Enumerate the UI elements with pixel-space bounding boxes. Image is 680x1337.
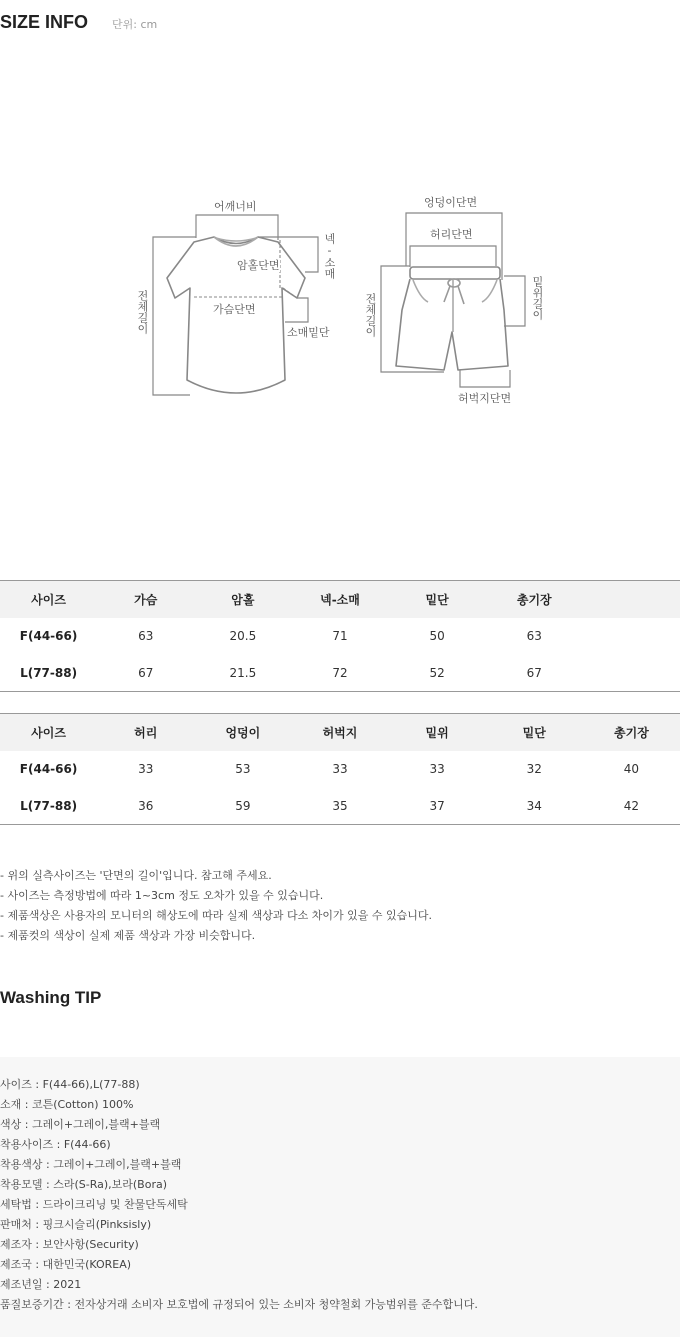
note-line: - 위의 실측사이즈는 '단면의 길이'입니다. 참고해 주세요.	[0, 869, 272, 882]
table-cell: 59	[235, 798, 251, 813]
column-header: 밑단	[425, 592, 449, 607]
product-info-box	[0, 1057, 680, 1337]
table-cell: L(77-88)	[20, 798, 78, 813]
table-cell: 67	[526, 665, 542, 680]
table-cell: 40	[623, 762, 640, 776]
bottom-size-table	[0, 713, 680, 825]
table-row	[0, 751, 680, 788]
table-cell: 21.5	[229, 665, 257, 680]
table-cell: 63	[138, 629, 154, 643]
info-line: 착용모델 : 스라(S-Ra),보라(Bora)	[0, 1178, 168, 1191]
info-line: 세탁법 : 드라이크리닝 및 찬물단독세탁	[0, 1198, 188, 1211]
bottom-length-label: 전체길이	[364, 293, 377, 337]
table-cell: 33	[138, 762, 154, 776]
table-cell	[583, 618, 680, 655]
column-header: 암홀	[231, 592, 255, 607]
table-cell: F(44-66)	[19, 762, 78, 776]
table-cell: 33	[332, 762, 348, 776]
table-cell: 34	[526, 798, 542, 813]
table-cell: 52	[429, 665, 445, 680]
top-size-table	[0, 580, 680, 692]
table-cell	[583, 655, 680, 692]
table-cell: 20.5	[229, 629, 257, 643]
info-line: 제조자 : 보안사항(Security)	[0, 1238, 139, 1251]
info-line: 사이즈 : F(44-66),L(77-88)	[0, 1078, 140, 1091]
size-notes	[0, 866, 680, 946]
info-line: 착용색상 : 그레이+그레이,블랙+블랙	[0, 1158, 182, 1171]
column-header	[583, 581, 680, 618]
table-header-row	[0, 581, 680, 618]
top-length-label: 전체길이	[136, 290, 149, 334]
column-header: 사이즈	[31, 725, 66, 740]
info-line: 제조년일 : 2021	[0, 1278, 82, 1291]
info-line: 착용사이즈 : F(44-66)	[0, 1138, 111, 1151]
table-cell: F(44-66)	[19, 629, 78, 643]
info-line: 제조국 : 대한민국(KOREA)	[0, 1258, 132, 1271]
table-cell: 53	[235, 762, 251, 776]
column-header: 총기장	[516, 592, 552, 607]
table-cell: 67	[138, 665, 154, 680]
armhole-label: 암홀단면	[237, 259, 280, 272]
sleeve-hem-label: 소매밑단	[287, 326, 330, 339]
neck-sleeve-label: 넥-소매	[323, 233, 336, 279]
table-cell: 71	[332, 629, 348, 643]
column-header: 총기장	[614, 725, 649, 740]
shorts-illustration	[396, 267, 508, 370]
table-cell: 42	[623, 798, 640, 813]
table-cell: 33	[429, 762, 445, 776]
unit-label: 단위: cm	[112, 18, 158, 31]
column-header: 밑단	[522, 725, 546, 740]
column-header: 사이즈	[31, 592, 66, 607]
washing-tip-title: Washing TIP	[0, 988, 102, 1007]
column-header: 넥-소매	[320, 592, 360, 607]
note-line: - 제품컷의 색상이 실제 제품 색상과 가장 비슷합니다.	[0, 929, 256, 942]
table-cell: L(77-88)	[20, 665, 78, 680]
hip-label: 엉덩이단면	[424, 196, 478, 209]
table-cell: 72	[332, 665, 348, 680]
info-line: 소재 : 코튼(Cotton) 100%	[0, 1098, 134, 1111]
info-line: 판매처 : 핑크시슬리(Pinksisly)	[0, 1218, 152, 1231]
rise-label: 밑위길이	[531, 276, 544, 320]
column-header: 허리	[134, 725, 158, 740]
thigh-label: 허벅지단면	[458, 392, 512, 405]
table-cell: 35	[332, 798, 348, 813]
column-header: 허벅지	[322, 725, 358, 740]
column-header: 엉덩이	[225, 725, 261, 740]
measurement-diagram	[0, 180, 680, 420]
note-line: - 사이즈는 측정방법에 따라 1~3cm 정도 오차가 있을 수 있습니다.	[0, 889, 324, 902]
size-info-header	[0, 12, 157, 36]
size-info-title: SIZE INFO	[0, 12, 89, 32]
table-header-row	[0, 714, 680, 751]
column-header: 밑위	[425, 725, 449, 740]
table-cell: 50	[429, 629, 445, 643]
note-line: - 제품색상은 사용자의 모니터의 해상도에 따라 실제 색상과 다소 차이가 있을 수 있습니다.	[0, 909, 432, 922]
chest-label: 가슴단면	[213, 303, 256, 316]
table-cell: 36	[138, 798, 154, 813]
waist-label: 허리단면	[430, 228, 473, 241]
column-header: 가슴	[134, 592, 158, 607]
table-cell: 63	[526, 629, 542, 643]
table-cell: 32	[526, 762, 542, 776]
table-row	[0, 655, 680, 692]
measurement-drawing	[0, 180, 680, 420]
table-row	[0, 788, 680, 825]
table-cell: 37	[429, 798, 445, 813]
info-line: 품질보증기간 : 전자상거래 소비자 보호법에 규정되어 있는 소비자 청약철회 가능범위를 준수합니다.	[0, 1298, 478, 1311]
table-row	[0, 618, 680, 655]
shoulder-label: 어깨너비	[214, 200, 257, 213]
info-line: 색상 : 그레이+그레이,블랙+블랙	[0, 1118, 161, 1131]
